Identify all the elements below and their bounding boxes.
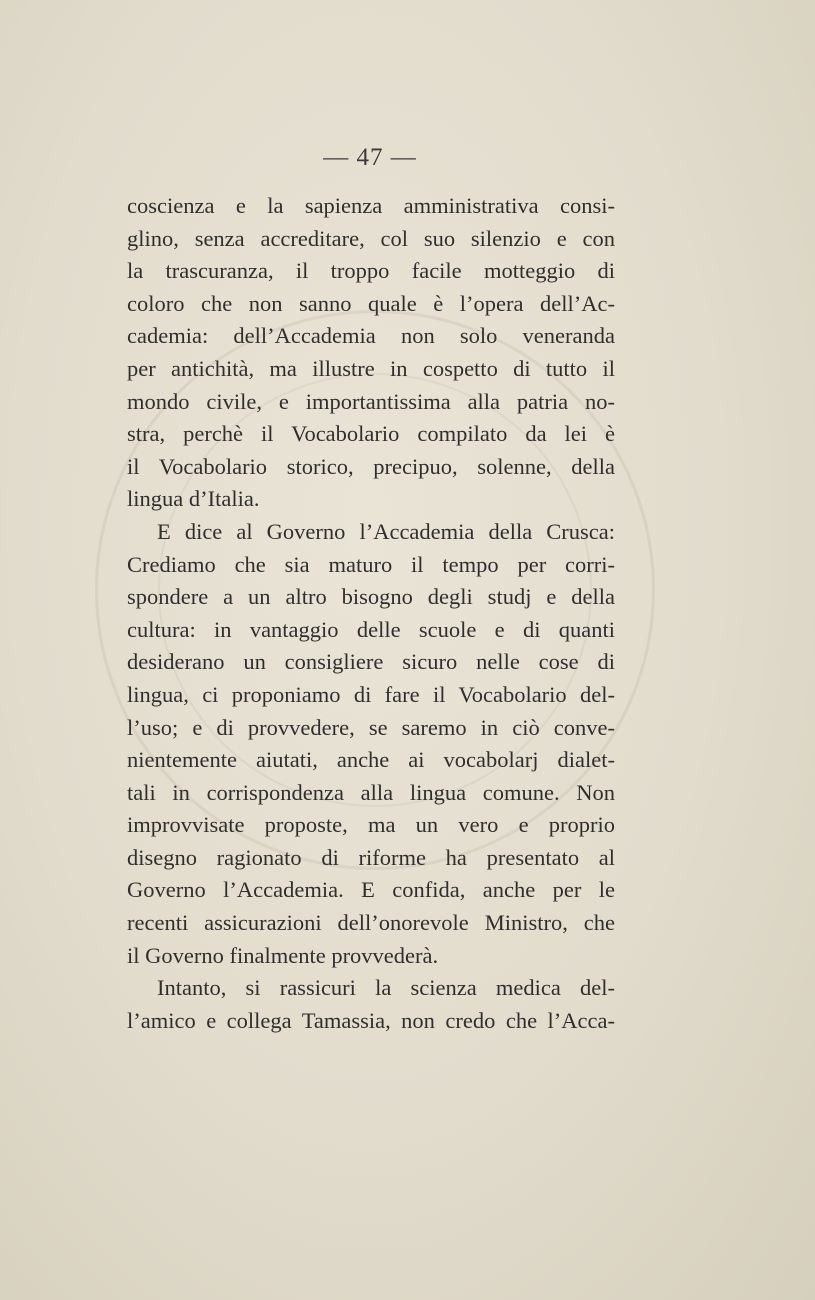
text-line: spondere a un altro bisogno degli studj e della — [127, 584, 615, 610]
text-line: lingua d’Italia. — [127, 486, 260, 512]
text-line: disegno ragionato di riforme ha presentato al — [127, 844, 615, 870]
page-number: — 47 — — [323, 144, 417, 171]
text-line: nientemente aiutati, anche ai vocabolarj dialet- — [127, 747, 615, 773]
text-line: la trascuranza, il troppo facile motteggio di — [127, 258, 615, 284]
text-line: per antichità, ma illustre in cospetto di tutto il — [127, 355, 615, 381]
text-line: cultura: in vantaggio delle scuole e di quanti — [127, 616, 615, 642]
text-line: coloro che non sanno quale è l’opera dell’Ac- — [127, 290, 615, 316]
text-line: lingua, ci proponiamo di fare il Vocabolario del- — [127, 681, 615, 707]
text-line: recenti assicurazioni dell’onorevole Ministro, che — [127, 910, 615, 936]
text-line: l’uso; e di provvedere, se saremo in ciò conve- — [127, 714, 615, 740]
text-line: tali in corrispondenza alla lingua comune. Non — [127, 779, 615, 805]
text-line: Governo l’Accademia. E confida, anche per le — [127, 877, 615, 903]
text-line: il Vocabolario storico, precipuo, solenne, della — [127, 453, 615, 479]
text-line: cademia: dell’Accademia non solo veneranda — [127, 323, 615, 349]
text-line: improvvisate proposte, ma un vero e proprio — [127, 812, 615, 838]
text-line: Crediamo che sia maturo il tempo per corri- — [127, 551, 615, 577]
text-line: glino, senza accreditare, col suo silenzio e con — [127, 225, 615, 251]
text-line: l’amico e collega Tamassia, non credo che l’Acca- — [127, 1007, 615, 1033]
text-line: E dice al Governo l’Accademia della Crusca: — [157, 518, 615, 544]
text-line: Intanto, si rassicuri la scienza medica del- — [157, 975, 615, 1001]
text-line: stra, perchè il Vocabolario compilato da lei è — [127, 421, 615, 447]
text-line: mondo civile, e importantissima alla patria no- — [127, 388, 615, 414]
text-line: desiderano un consigliere sicuro nelle cose di — [127, 649, 615, 675]
text-line: coscienza e la sapienza amministrativa consi- — [127, 193, 615, 218]
text-line: il Governo finalmente provvederà. — [127, 942, 439, 968]
body-text — [127, 190, 615, 1037]
